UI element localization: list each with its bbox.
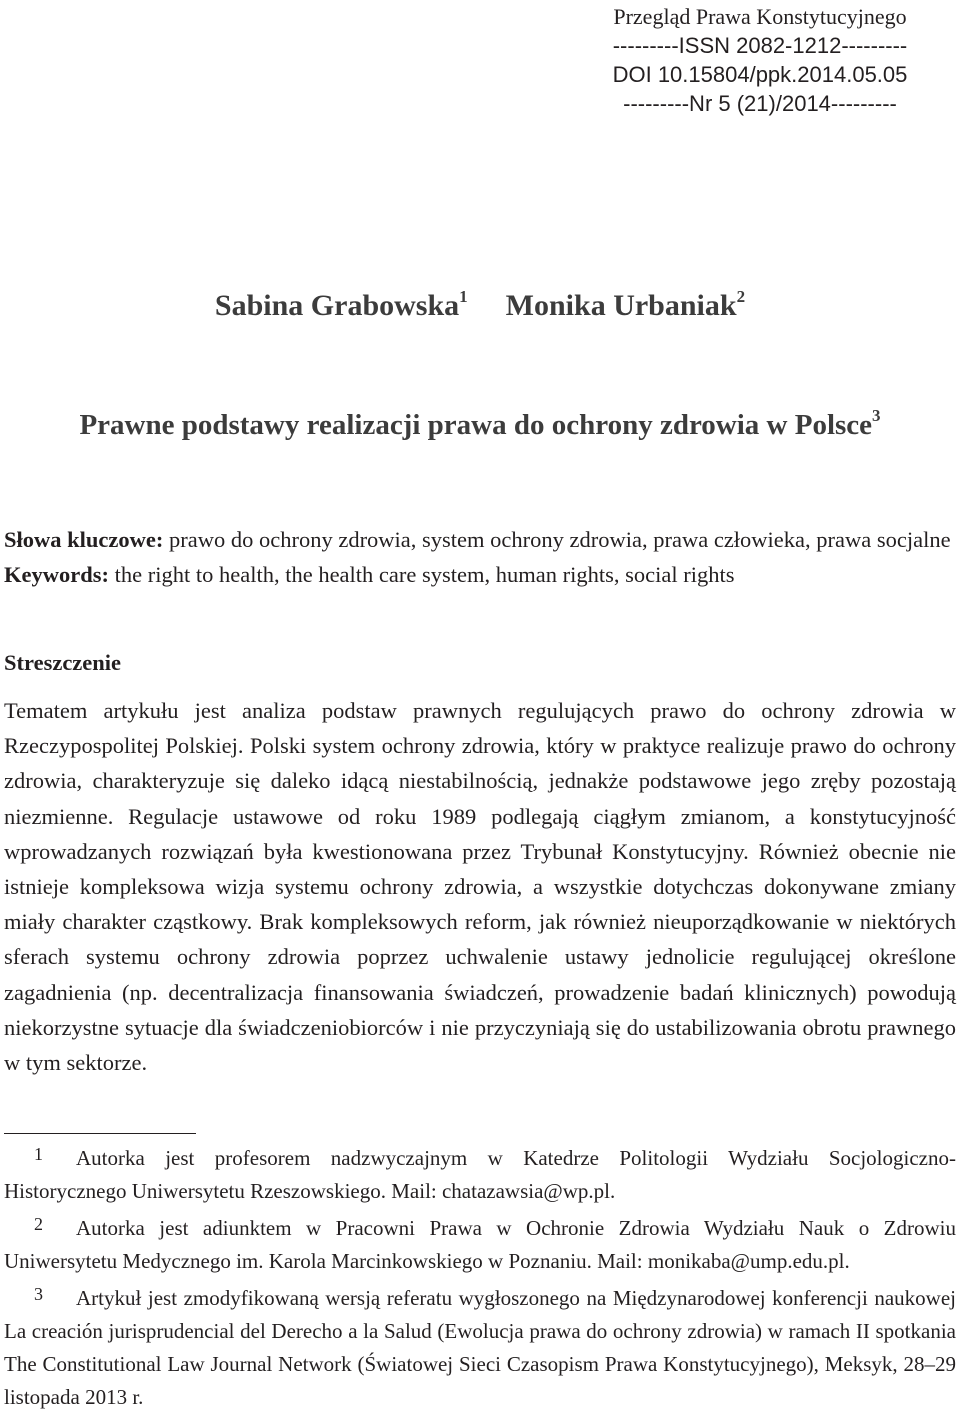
footnote-ref[interactable]: 1 xyxy=(459,287,468,306)
keywords-block xyxy=(4,522,956,592)
article-title xyxy=(0,406,960,442)
author-name: Monika Urbaniak xyxy=(505,289,737,322)
summary-heading: Streszczenie xyxy=(4,650,122,675)
article-title-text: Prawne podstawy realizacji prawa do ochrony zdrowia w Polsce xyxy=(79,409,873,441)
footnote xyxy=(4,1208,956,1278)
journal-doi: DOI 10.15804/ppk.2014.05.05 xyxy=(612,62,908,87)
keywords-en xyxy=(4,557,956,592)
footnote-number: 1 xyxy=(34,1144,43,1164)
footnote-divider xyxy=(4,1133,196,1134)
footnote-ref[interactable]: 2 xyxy=(736,287,746,306)
footnote-ref[interactable]: 3 xyxy=(872,406,881,425)
footnotes xyxy=(4,1138,956,1414)
keywords-pl-text: prawo do ochrony zdrowia, system ochrony zdrowia, prawa człowieka, prawa socjalne xyxy=(163,527,951,552)
author xyxy=(506,287,745,323)
footnote xyxy=(4,1278,956,1414)
author xyxy=(215,287,468,323)
journal-name: Przegląd Prawa Konstytucyjnego xyxy=(613,4,907,29)
footnote-text: Artykuł jest zmodyfikowaną wersją referatu wygłoszonego na Międzynarodowej konferencji naukowej La creación jurisprudencial del Derecho a la Salud (Ewolucja prawa do ochrony zdrowia) w ramach II spotkania The Constitutional Law Journal Network (Światowej Sieci Czasopism Prawa Konstytucyjnego), Meksyk, 28–29 listopada 2013 r. xyxy=(4,1286,956,1409)
footnote-number: 3 xyxy=(34,1284,43,1304)
journal-header xyxy=(560,2,960,118)
author-name: Sabina Grabowska xyxy=(214,289,460,322)
footnote-text: Autorka jest profesorem nadzwyczajnym w Katedrze Politologii Wydziału Socjologiczno-Historycznego Uniwersytetu Rzeszowskiego. Mail: chatazawsia@wp.pl. xyxy=(4,1146,956,1203)
footnote-number: 2 xyxy=(34,1214,43,1234)
keywords-pl-label: Słowa kluczowe: xyxy=(4,527,164,552)
journal-issue: ---------Nr 5 (21)/2014--------- xyxy=(623,91,897,116)
keywords-pl xyxy=(4,522,956,557)
author-list xyxy=(0,287,960,323)
summary-text: Tematem artykułu jest analiza podstaw prawnych regulujących prawo do ochrony zdrowia w Rzeczypospolitej Polskiej. Polski system ochrony zdrowia, który w praktyce realizuje prawo do ochrony zdrowia, charakteryzuje się daleko idącą niestabilnością, jednakże podstawowe jego zręby pozostają niezmienne. Regulacje ustawowe od roku 1989 podlegają ciągłym zmianom, a konstytucyjność wprowadzanych rozwiązań była kwestionowana przez Trybunał Konstytucyjny. Również obecnie nie istnieje kompleksowa wizja systemu ochrony zdrowia, a wszystkie dotychczas dokonywane zmiany miały charakter cząstkowy. Brak kompleksowych reform, jak również nieuporządkowanie w niektórych sferach systemu ochrony zdrowia poprzez uchwalenie ustawy jednolicie regulującej określone zagadnienia (np. decentralizacja finansowania świadczeń, prowadzenie badań klinicznych) powodują niekorzystne sytuacje dla świadczeniobiorców i nie przyczyniają się do ustabilizowania obrotu prawnego w tym sektorze. xyxy=(4,698,956,1076)
footnote xyxy=(4,1138,956,1208)
journal-issn: ---------ISSN 2082-1212--------- xyxy=(612,33,908,58)
keywords-en-label: Keywords: xyxy=(4,562,109,588)
footnote-text: Autorka jest adiunktem w Pracowni Prawa w Ochronie Zdrowia Wydziału Nauk o Zdrowiu Uniwersytetu Medycznego im. Karola Marcinkowskiego w Poznaniu. Mail: monikaba@ump.edu.pl. xyxy=(4,1216,956,1273)
keywords-en-text: the right to health, the health care system, human rights, social rights xyxy=(109,562,735,588)
